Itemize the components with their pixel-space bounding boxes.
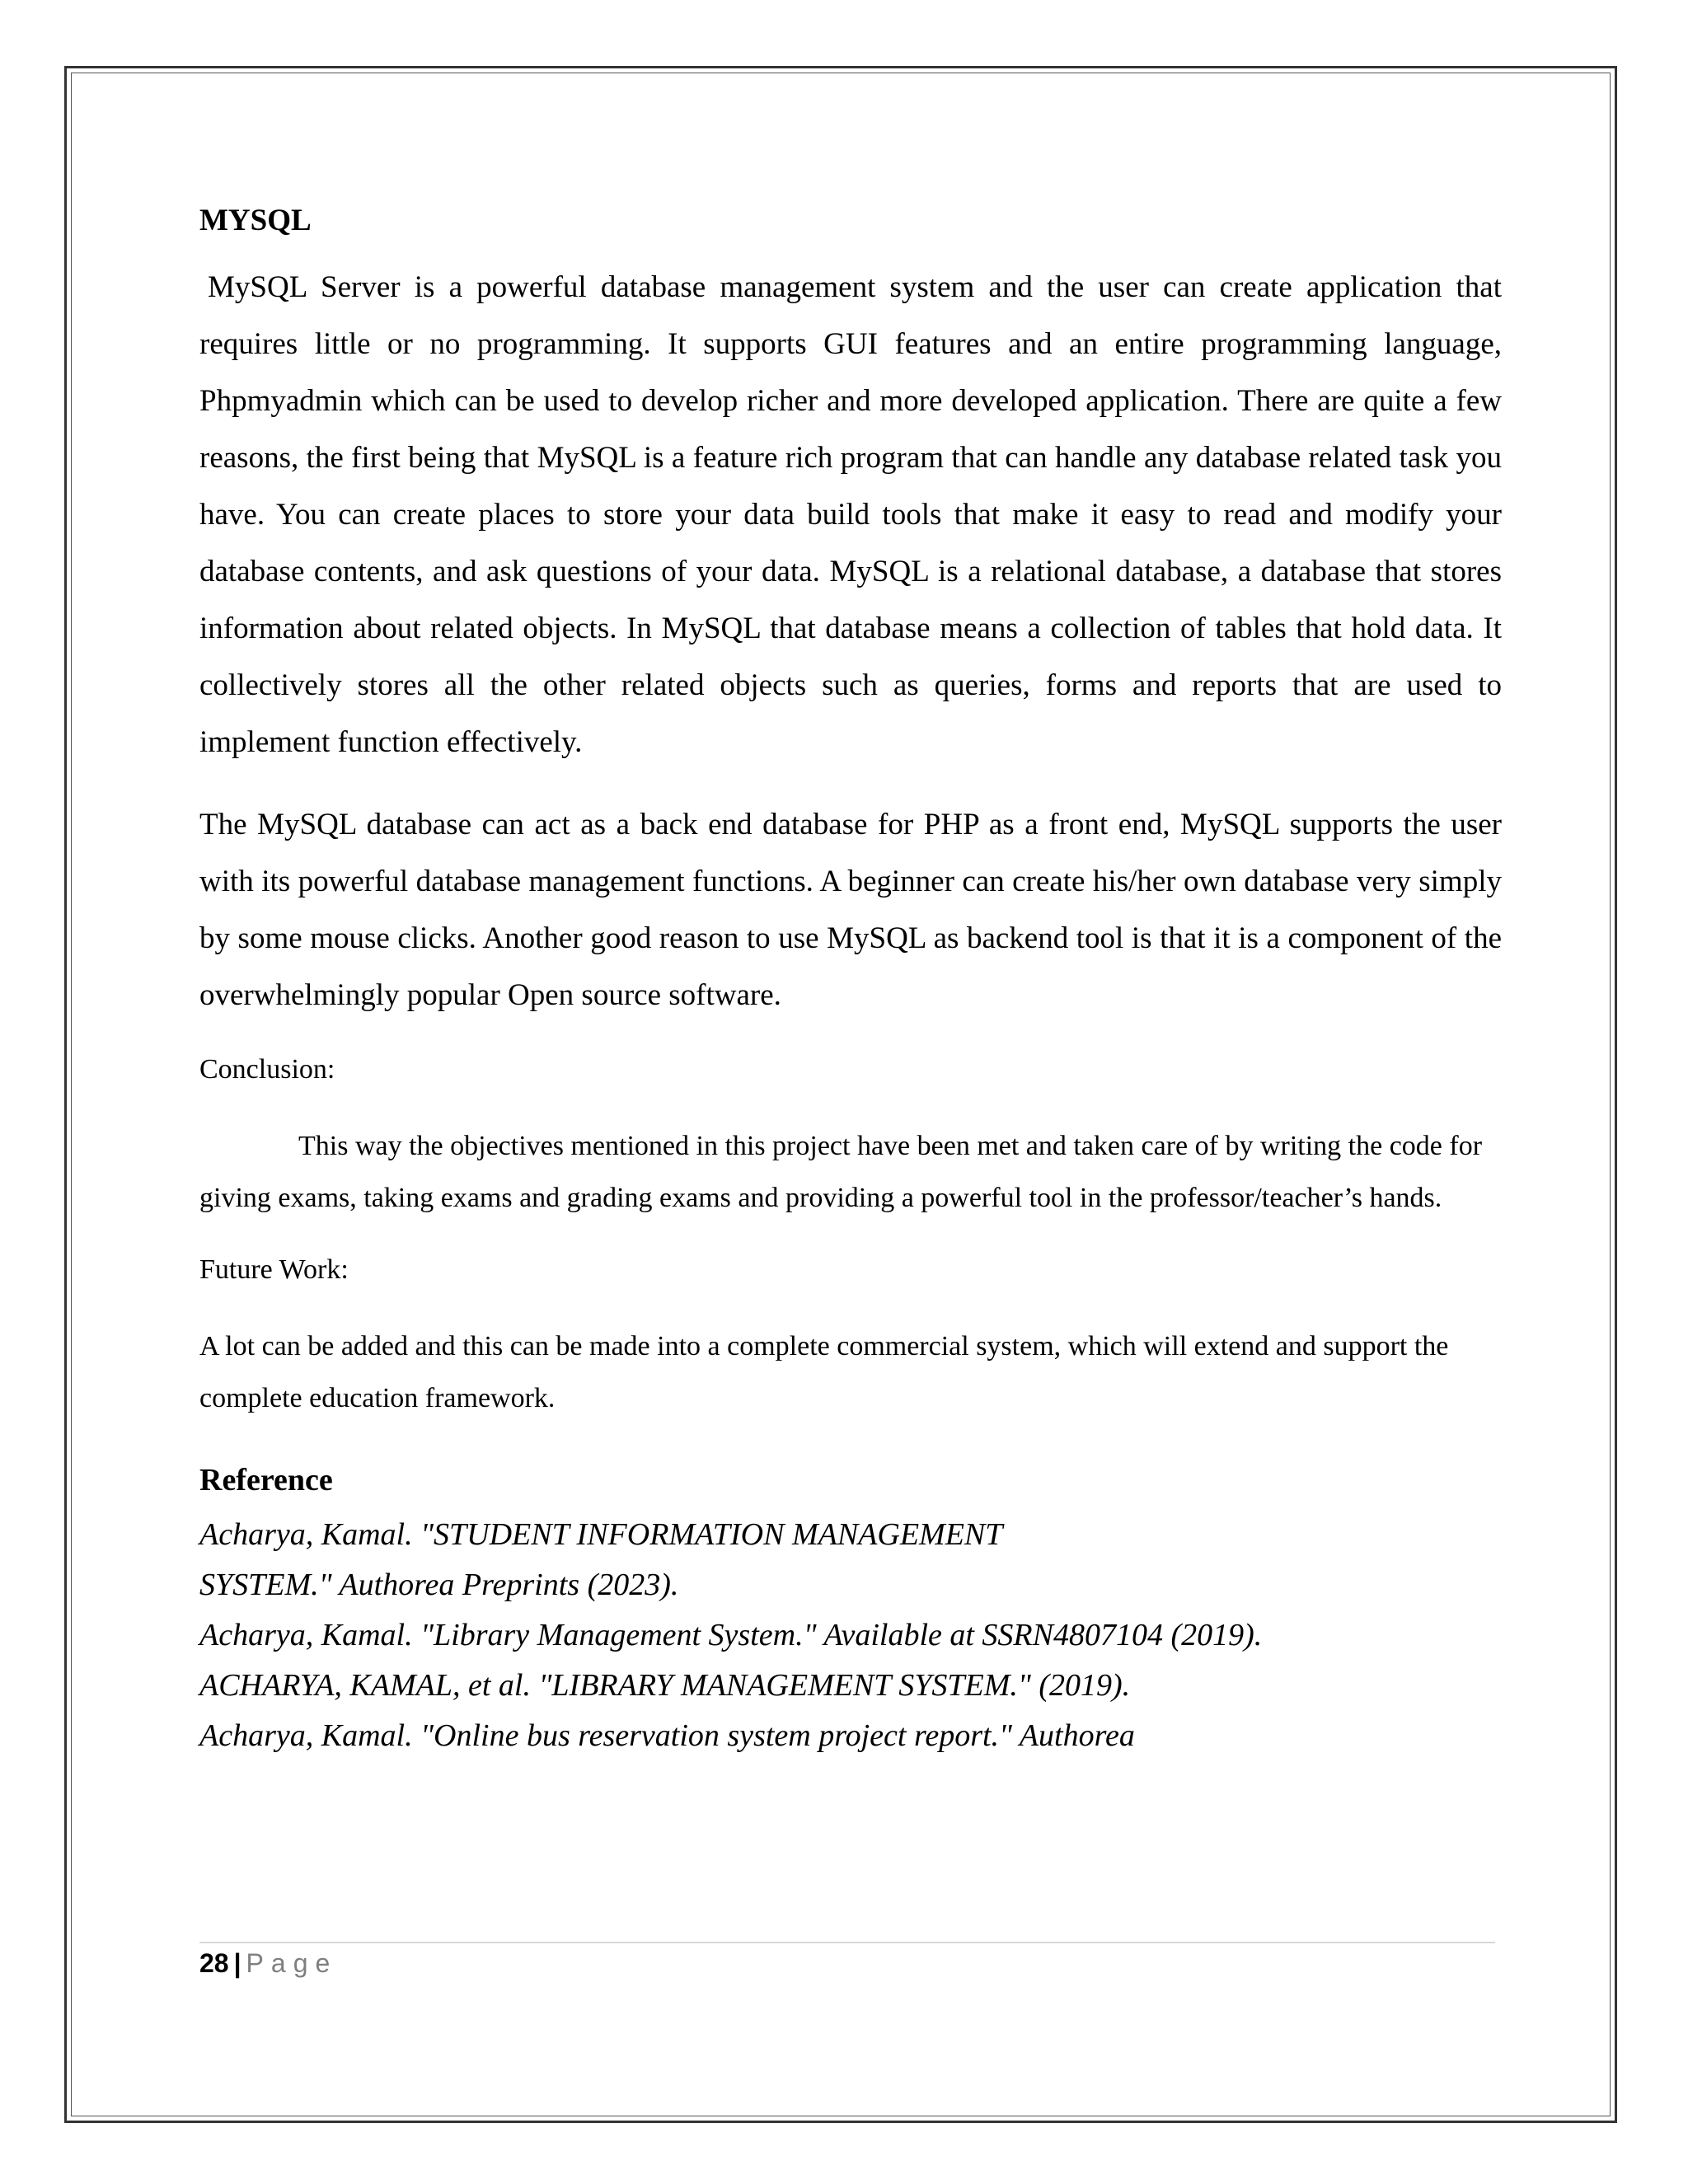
future-work-text: A lot can be added and this can be made into a complete commercial system, which will extend and support the complete education framework. bbox=[199, 1330, 1449, 1413]
future-work-heading: Future Work: bbox=[199, 1254, 349, 1286]
page-content bbox=[199, 190, 1502, 1761]
footer-separator: | bbox=[233, 1948, 241, 1978]
footer-divider bbox=[199, 1942, 1495, 1943]
page-footer bbox=[199, 1947, 337, 1981]
conclusion-heading: Conclusion: bbox=[199, 1054, 335, 1085]
reference-list bbox=[199, 1510, 1502, 1761]
mysql-heading: MYSQL bbox=[199, 204, 312, 237]
reference-item: Acharya, Kamal. "Online bus reservation system project report." Authorea bbox=[199, 1718, 1135, 1753]
reference-item: SYSTEM." Authorea Preprints (2023). bbox=[199, 1567, 679, 1602]
reference-item: Acharya, Kamal. "STUDENT INFORMATION MANAGEMENT bbox=[199, 1516, 1003, 1552]
mysql-paragraph-2: The MySQL database can act as a back end database for PHP as a front end, MySQL supports the user with its powerful database management functions. A beginner can create his/her own database very simply by some mouse clicks. Another good reason to use MySQL as backend tool is that it is a component of the overwhelmingly popular Open source software. bbox=[199, 808, 1502, 1013]
page-number: 28 bbox=[199, 1948, 229, 1978]
conclusion-text: This way the objectives mentioned in this project have been met and taken care of by writing the code for giving exams, taking exams and grading exams and providing a powerful tool in the professor/teacher’s hands. bbox=[199, 1131, 1483, 1214]
reference-item: ACHARYA, KAMAL, et al. "LIBRARY MANAGEMENT SYSTEM." (2019). bbox=[199, 1667, 1131, 1703]
page-label: Page bbox=[246, 1948, 338, 1978]
mysql-paragraph-1: MySQL Server is a powerful database management system and the user can create application that requires little or no programming. It supports GUI features and an entire programming language, Phpmyadmin which can be used to develop richer and more developed application. There are quite a few reasons, the first being that MySQL is a feature rich program that can handle any database related task you have. You can create places to store your data build tools that make it easy to read and modify your database contents, and ask questions of your data. MySQL is a relational database, a database that stores information about related objects. In MySQL that database means a collection of tables that hold data. It collectively stores all the other related objects such as queries, forms and reports that are used to implement function effectively. bbox=[199, 270, 1502, 760]
reference-item: Acharya, Kamal. "Library Management System." Available at SSRN4807104 (2019). bbox=[199, 1617, 1263, 1652]
reference-heading: Reference bbox=[199, 1462, 333, 1497]
